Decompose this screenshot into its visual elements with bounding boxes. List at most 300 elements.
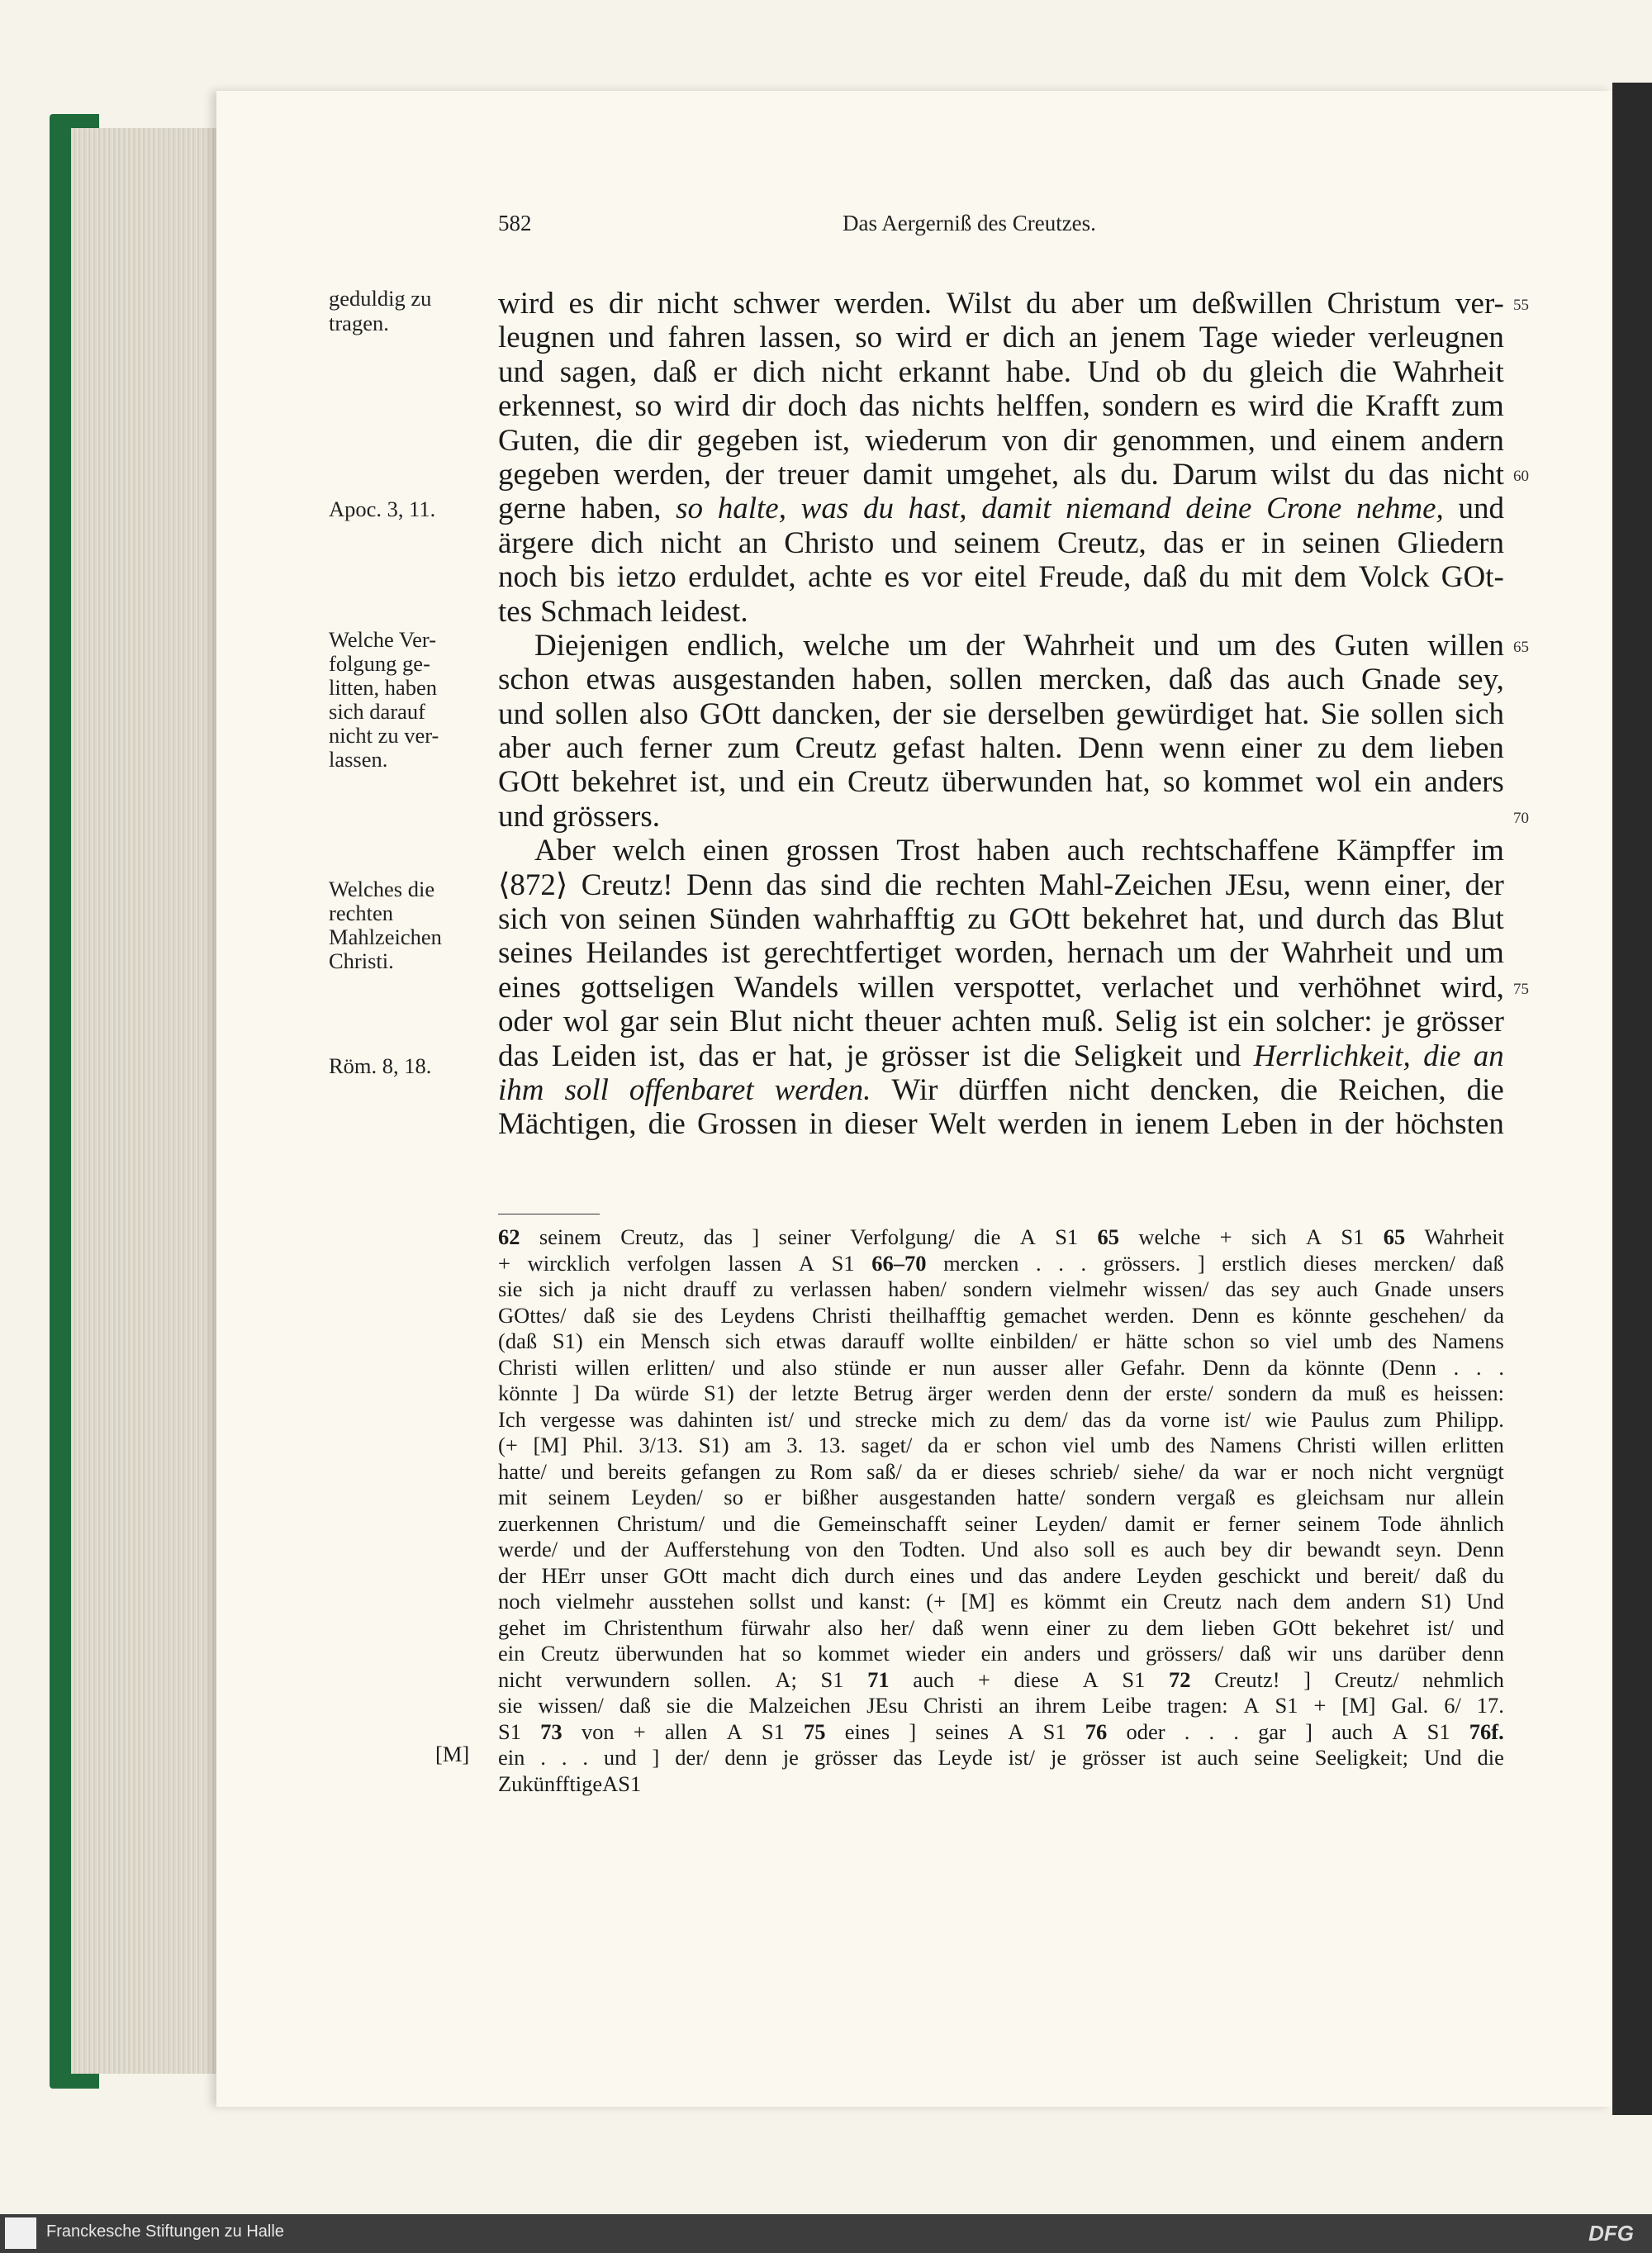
word: Leben: [1221, 1107, 1298, 1142]
word: Creutz!: [1214, 1666, 1280, 1692]
word: gleichsam: [1295, 1485, 1385, 1509]
word: gar: [1258, 1718, 1286, 1744]
word: Gnade: [1374, 1276, 1432, 1301]
word: Guten: [1334, 628, 1409, 663]
word: deßwillen: [1192, 287, 1313, 321]
word: .: [1233, 1718, 1239, 1744]
word: A: [1392, 1718, 1408, 1744]
apparatus-line: [498, 1589, 1504, 1615]
word: du: [1482, 1562, 1504, 1588]
word: kanst:: [858, 1589, 911, 1614]
word: ferner: [1227, 1510, 1280, 1536]
word: wieder: [1271, 321, 1355, 355]
word: Tode: [1378, 1510, 1422, 1536]
word: S1: [820, 1666, 844, 1692]
word: zu: [775, 1458, 796, 1484]
word: Gal.: [1391, 1693, 1429, 1718]
word: Creutz,: [1056, 525, 1146, 560]
word: nicht: [821, 354, 883, 389]
word: das: [1018, 1562, 1048, 1588]
word: A: [1305, 1224, 1322, 1249]
word: den: [852, 1537, 885, 1561]
word: die: [974, 1224, 1001, 1249]
word: etwas: [776, 1329, 826, 1353]
word: Gnade: [1360, 663, 1441, 697]
word: grösser: [881, 1039, 970, 1073]
word: seinem: [548, 1485, 610, 1509]
word: 71: [867, 1666, 890, 1692]
text-line: [498, 492, 1504, 525]
word: sich: [539, 1276, 575, 1301]
word: +: [977, 1666, 990, 1692]
word: bißher: [802, 1485, 858, 1509]
word: sey,: [1457, 663, 1504, 697]
word: da: [1483, 1302, 1504, 1328]
margin-note: Welche Ver-: [329, 627, 437, 652]
word: A;: [775, 1666, 797, 1692]
word: nicht: [1368, 1458, 1412, 1484]
word: Betrug: [853, 1381, 914, 1405]
word: er: [764, 1485, 781, 1509]
word: erkannt: [898, 354, 990, 389]
word: verfolgen: [627, 1250, 711, 1276]
word: grössers/: [1145, 1641, 1224, 1666]
word: der: [748, 1381, 777, 1405]
word: und: [1315, 1562, 1349, 1588]
word: Kämpffer: [1336, 834, 1455, 868]
word: sind: [820, 867, 871, 902]
word: ]: [752, 1224, 760, 1249]
word: Krafft: [1365, 389, 1440, 424]
word: je: [846, 1039, 869, 1073]
word: es: [1130, 1537, 1149, 1561]
word: und: [890, 525, 938, 560]
word: dir: [609, 287, 643, 321]
line-number: 75: [1513, 981, 1529, 998]
word: Denn: [1191, 1302, 1240, 1328]
word: gegeben: [498, 457, 601, 492]
word: also: [781, 1354, 818, 1380]
word: (+: [498, 1433, 518, 1457]
word: werden.: [833, 287, 933, 321]
word: geschickt: [1218, 1562, 1301, 1588]
word: sollst: [749, 1589, 795, 1614]
word: auch: [1317, 1276, 1359, 1301]
word: 17.: [1476, 1693, 1504, 1718]
word: daß: [1168, 663, 1213, 697]
word: Sünden: [709, 902, 801, 937]
word: es: [1400, 1381, 1419, 1405]
word: durch: [844, 1562, 895, 1588]
apparatus-line: [498, 1276, 1504, 1303]
word: strecke: [855, 1406, 918, 1432]
apparatus-line: [498, 1719, 1504, 1746]
word: nicht: [498, 1666, 542, 1692]
text-line: [498, 697, 1504, 731]
text-line: [498, 1039, 1504, 1073]
word: wenn: [1304, 867, 1371, 902]
word: der: [1344, 1107, 1384, 1142]
word: durch: [1316, 902, 1386, 937]
word: denn: [1066, 1381, 1109, 1405]
word: die: [1477, 1745, 1504, 1770]
word: höchsten: [1395, 1107, 1504, 1142]
word: sich: [1251, 1224, 1287, 1249]
word: GOttes/: [498, 1302, 567, 1328]
word: GOtt: [1009, 902, 1070, 937]
word: auch: [1332, 1718, 1374, 1744]
word: hast,: [908, 492, 967, 526]
word: es: [1256, 1485, 1275, 1509]
word: daß: [1239, 1641, 1271, 1666]
word: Guten,: [498, 423, 581, 458]
word: Creutz!: [581, 867, 673, 902]
word: Leyden/: [1035, 1510, 1107, 1536]
apparatus-line: [498, 1459, 1504, 1485]
word: die: [1423, 1039, 1461, 1073]
critical-apparatus: [498, 1224, 1504, 1797]
word: zum: [727, 731, 781, 766]
word: 76: [1085, 1718, 1108, 1744]
word: sondern: [1086, 1485, 1156, 1509]
word: Herrlichkeit,: [1253, 1039, 1411, 1073]
word: wird: [1248, 389, 1304, 424]
word: Leibe: [1101, 1693, 1152, 1718]
word: helffen,: [996, 389, 1090, 424]
word: achte: [808, 560, 873, 595]
word: aber: [1070, 287, 1124, 321]
word: 75: [804, 1718, 826, 1744]
word: Creutz/: [1334, 1666, 1399, 1692]
word: damit: [981, 492, 1051, 526]
word: Selig: [1114, 1005, 1178, 1039]
line-number: 60: [1513, 468, 1529, 485]
word: um: [1218, 628, 1257, 663]
word: seines: [935, 1718, 990, 1744]
word: auch: [1164, 1537, 1206, 1561]
word: geschehen/: [1369, 1302, 1466, 1328]
word: Creutz,: [620, 1224, 685, 1249]
word: du.: [1120, 457, 1159, 492]
word: JEsu: [866, 1693, 909, 1718]
word: damit: [1124, 1510, 1175, 1536]
word: werden.: [774, 1072, 871, 1107]
word: dürffen: [958, 1072, 1048, 1107]
word: hernach: [1067, 936, 1165, 971]
word: vielmehr: [1048, 1276, 1127, 1301]
word: ⟨872⟩: [498, 867, 568, 902]
word: habe.: [1005, 354, 1072, 389]
word: um: [908, 628, 947, 663]
word: Ich: [498, 1406, 526, 1432]
word: du: [1344, 457, 1375, 492]
word: in: [809, 1107, 833, 1142]
word: sollen: [949, 663, 1023, 697]
word: Namens: [1431, 1329, 1504, 1353]
word: letzte: [791, 1381, 839, 1405]
word: ein: [1227, 1005, 1265, 1039]
word: Malzeichen: [748, 1693, 852, 1718]
word: wahrhafftig: [813, 902, 956, 937]
word: lassen,: [759, 321, 842, 355]
word: zu: [1317, 731, 1346, 766]
word: es: [1256, 1302, 1275, 1328]
word: und: [1270, 423, 1317, 458]
word: es: [568, 287, 595, 321]
word: Wahrheit: [1424, 1224, 1504, 1249]
word: mich: [931, 1406, 976, 1432]
word: könnte: [498, 1381, 558, 1405]
word: und: [1257, 902, 1304, 937]
text-line: [498, 355, 1504, 389]
text-line: [498, 595, 1504, 629]
word: im: [563, 1614, 586, 1640]
word: nicht: [660, 525, 722, 560]
word: von: [581, 1718, 615, 1744]
word: Phil.: [582, 1433, 624, 1457]
word: 76f.: [1469, 1718, 1504, 1744]
word: Zukünfftige: [498, 1771, 603, 1796]
word: da: [916, 1458, 938, 1484]
word: ein: [980, 1641, 1008, 1666]
word: dieses: [1303, 1250, 1357, 1276]
word: erlitten: [1441, 1433, 1504, 1457]
word: einem: [1331, 423, 1407, 458]
word: muß: [1346, 1381, 1387, 1405]
word: das: [766, 867, 807, 902]
word: die: [706, 1693, 733, 1718]
word: verleugnen: [1368, 321, 1504, 355]
word: du: [862, 492, 894, 526]
word: die: [1280, 1072, 1318, 1107]
word: gottseligen: [580, 970, 715, 1005]
word: eines: [844, 1718, 890, 1744]
word: verlachet: [1101, 970, 1214, 1005]
word: schon: [498, 663, 570, 697]
word: .: [1058, 1250, 1064, 1276]
word: hatte/: [1016, 1485, 1066, 1509]
word: hatte/: [498, 1458, 547, 1484]
margin-note: geduldig zu: [329, 286, 432, 311]
text-line: [498, 902, 1504, 936]
text-line: [498, 526, 1504, 560]
apparatus-line: [498, 1224, 1504, 1251]
word: oder: [1126, 1718, 1165, 1744]
word: JEsu,: [1225, 867, 1291, 902]
word: und: [561, 1458, 594, 1484]
word: Mensch: [640, 1329, 710, 1353]
margin-note: rechten: [329, 901, 393, 925]
word: vorne: [1160, 1406, 1210, 1432]
word: Wandels: [733, 970, 839, 1005]
word: wird,: [1440, 970, 1504, 1005]
word: sich: [498, 902, 548, 937]
word: des: [1387, 1329, 1417, 1353]
word: da: [1312, 1381, 1333, 1405]
apparatus-line: [498, 1329, 1504, 1355]
apparatus-line: [498, 1745, 1504, 1771]
text-line: [498, 629, 1504, 663]
word: noch: [498, 1589, 541, 1614]
word: um: [1464, 936, 1504, 971]
word: seine: [1254, 1745, 1299, 1770]
word: 72: [1168, 1666, 1191, 1692]
word: solcher:: [1275, 1005, 1373, 1039]
word: erste/: [1165, 1381, 1213, 1405]
word: nicht: [792, 1005, 854, 1039]
word: auch: [1066, 834, 1125, 868]
word: so: [634, 389, 662, 424]
word: Christi: [1297, 1433, 1357, 1457]
word: Denn: [1456, 1537, 1504, 1561]
word: gar: [620, 1005, 659, 1039]
margin-note: lassen.: [329, 747, 388, 772]
apparatus-line: [498, 1485, 1504, 1511]
word: GOtt: [663, 1562, 708, 1588]
line-number: 55: [1513, 297, 1529, 314]
word: bekehret: [1082, 902, 1188, 937]
word: etwas: [586, 663, 656, 697]
word: Denn: [686, 867, 753, 902]
word: die: [885, 867, 923, 902]
word: S1: [1427, 1718, 1450, 1744]
word: gemachet: [1003, 1302, 1088, 1328]
word: gefast: [891, 731, 966, 766]
word: erstlich: [1222, 1250, 1287, 1276]
word: ist,: [690, 765, 727, 800]
institution-logo-icon: [5, 2217, 36, 2249]
word: so: [1250, 1329, 1270, 1353]
word: Gefahr.: [1120, 1354, 1186, 1380]
word: ein: [498, 1641, 525, 1666]
margin-note: Mahlzeichen: [329, 924, 442, 949]
word: .: [1184, 1718, 1190, 1744]
margin-note: Welches die: [329, 877, 435, 901]
word: könnte: [1292, 1302, 1352, 1328]
word: S1: [831, 1250, 855, 1276]
word: das: [1389, 457, 1430, 492]
word: werden,: [613, 457, 712, 492]
word: und: [810, 1589, 844, 1614]
word: das: [1229, 663, 1270, 697]
word: ist: [1188, 1005, 1218, 1039]
word: und: [1458, 492, 1504, 526]
word: .: [1498, 1354, 1504, 1380]
word: die: [1023, 1039, 1061, 1073]
word: Seeligkeit;: [1314, 1745, 1409, 1770]
word: 13.: [818, 1433, 846, 1457]
word: nur: [1405, 1485, 1435, 1509]
word: seinem: [1298, 1510, 1360, 1536]
word: wir: [1287, 1641, 1317, 1666]
word: achten: [951, 1005, 1032, 1039]
word: der: [892, 696, 932, 731]
word: und: [732, 1354, 765, 1380]
word: könnte: [1304, 1354, 1365, 1380]
word: Aber: [534, 834, 596, 868]
word: bekehret: [1333, 1614, 1410, 1640]
word: soll: [1084, 1537, 1116, 1561]
word: also: [638, 696, 689, 731]
word: wiederum: [865, 423, 988, 458]
margin-note: Röm. 8, 18.: [329, 1053, 432, 1078]
word: (+: [926, 1589, 947, 1614]
word: Und: [1087, 354, 1141, 389]
word: mercken/: [1374, 1250, 1455, 1276]
word: einen: [702, 834, 769, 868]
word: denn: [1461, 1641, 1504, 1666]
word: A: [1082, 1666, 1099, 1692]
word: werden: [997, 1107, 1088, 1142]
word: anders: [1424, 765, 1504, 800]
word: S1: [1341, 1224, 1365, 1249]
word: zu: [752, 1276, 774, 1301]
word: ist: [981, 1039, 1011, 1073]
word: und: [498, 799, 544, 834]
page-number: 582: [498, 211, 532, 235]
word: ist/: [1427, 1614, 1454, 1640]
word: in: [1099, 1107, 1123, 1142]
text-line: [498, 800, 1504, 834]
word: sondern: [962, 1276, 1032, 1301]
word: die: [648, 1107, 686, 1142]
word: Freude,: [1038, 560, 1132, 595]
word: seinen: [1302, 525, 1381, 560]
word: wissen/: [538, 1693, 604, 1718]
word: er: [1193, 1510, 1210, 1536]
word: vergnügt: [1427, 1458, 1504, 1484]
word: oder: [498, 1005, 553, 1039]
word: S1: [761, 1718, 785, 1744]
word: .: [1208, 1718, 1215, 1744]
word: hat.: [1264, 696, 1310, 731]
word: allen: [664, 1718, 708, 1744]
word: die: [595, 423, 634, 458]
word: seinem: [953, 525, 1041, 560]
word: A: [798, 1250, 814, 1276]
word: tes: [498, 594, 533, 629]
word: Darum: [1172, 457, 1258, 492]
word: ]: [909, 1718, 917, 1744]
word: S1): [698, 1433, 729, 1457]
word: zu: [1108, 1614, 1129, 1640]
word: so: [855, 321, 883, 355]
word: GOtt: [498, 765, 559, 800]
word: sich: [1455, 696, 1504, 731]
word: erkennest,: [498, 389, 624, 424]
word: gleich: [1248, 354, 1324, 389]
word: Creutz: [1162, 1589, 1222, 1614]
word: schon: [1183, 1329, 1235, 1353]
word: .: [1080, 1250, 1087, 1276]
word: auch: [1286, 663, 1345, 697]
word: haben,: [580, 492, 662, 526]
word: S1: [498, 1718, 521, 1744]
word: gerne: [498, 492, 567, 526]
word: ]: [1303, 1666, 1311, 1692]
word: A: [1243, 1693, 1260, 1718]
word: du: [1202, 354, 1233, 389]
word: der: [1123, 1381, 1151, 1405]
word: Creutz: [847, 765, 929, 800]
word: seiner: [778, 1224, 831, 1249]
word: denn: [724, 1745, 767, 1770]
word: ist,: [813, 423, 851, 458]
word: vergesse: [540, 1406, 615, 1432]
word: dir: [1062, 423, 1098, 458]
word: wenn: [1159, 731, 1226, 766]
word: da: [928, 1433, 949, 1457]
